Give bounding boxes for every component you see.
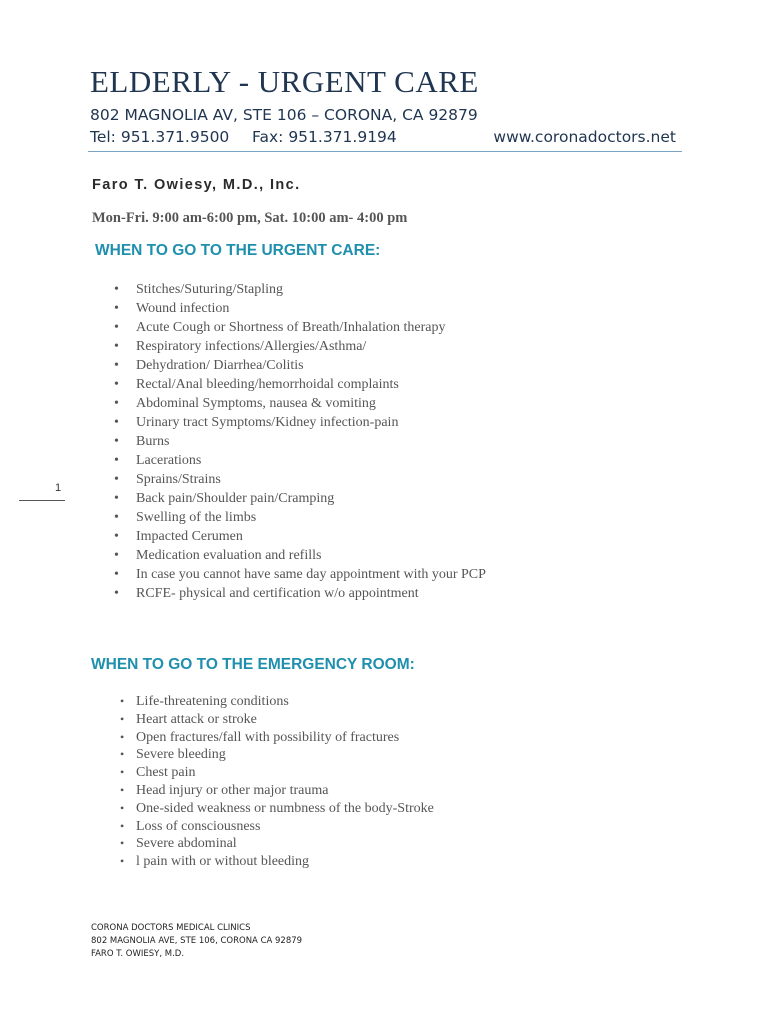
- list-item-text: Life-threatening conditions: [136, 694, 289, 709]
- fax-number: Fax: 951.371.9194: [252, 128, 397, 146]
- list-item-text: Open fractures/fall with possibility of fractures: [136, 729, 400, 745]
- list-item: [114, 318, 486, 337]
- margin-divider: [19, 500, 65, 501]
- list-item-text: Head injury or other major trauma: [136, 782, 329, 798]
- list-item: [114, 337, 486, 356]
- list-item-text: Back pain/Shoulder pain/Cramping: [136, 491, 335, 506]
- list-item: [120, 782, 434, 800]
- list-item: [114, 584, 486, 603]
- office-hours: Mon-Fri. 9:00 am-6:00 pm, Sat. 10:00 am- 4:00 pm: [92, 210, 408, 226]
- bullet-icon: •: [114, 339, 119, 354]
- footer: [91, 922, 302, 961]
- bullet-icon: •: [114, 510, 119, 525]
- bullet-icon: •: [114, 567, 119, 582]
- footer-address: 802 MAGNOLIA AVE, STE 106, CORONA CA 92879: [91, 936, 303, 946]
- clinic-address: 802 MAGNOLIA AV, STE 106 – CORONA, CA 92879: [90, 106, 478, 124]
- list-item-text: Medication evaluation and refills: [136, 548, 322, 563]
- bullet-icon: •: [114, 320, 119, 335]
- list-item: [114, 280, 486, 299]
- list-item: [120, 729, 434, 747]
- list-item-text: Abdominal Symptoms, nausea & vomiting: [136, 396, 376, 411]
- list-item: [114, 413, 486, 432]
- list-item: [114, 508, 486, 527]
- bullet-icon: •: [120, 729, 125, 744]
- list-item-text: In case you cannot have same day appointment with your PCP: [136, 567, 486, 582]
- list-item: [120, 853, 434, 871]
- list-item-text: l pain with or without bleeding: [136, 854, 310, 870]
- list-item-text: Impacted Cerumen: [136, 529, 243, 544]
- bullet-icon: •: [114, 358, 119, 373]
- website-link[interactable]: www.coronadoctors.net: [493, 128, 676, 146]
- list-item: [114, 546, 486, 565]
- bullet-icon: •: [114, 415, 119, 430]
- list-item-text: Loss of consciousness: [136, 818, 261, 834]
- list-item: [120, 800, 434, 818]
- bullet-icon: •: [114, 472, 119, 487]
- bullet-icon: •: [114, 529, 119, 544]
- list-item-text: Rectal/Anal bleeding/hemorrhoidal complaints: [136, 377, 399, 392]
- list-item-text: One-sided weakness or numbness of the body-Stroke: [136, 800, 434, 816]
- telephone-number: Tel: 951.371.9500: [90, 128, 230, 146]
- list-item-text: Burns: [136, 434, 170, 449]
- list-item-text: Swelling of the limbs: [136, 510, 257, 525]
- list-item: [114, 527, 486, 546]
- bullet-icon: •: [120, 747, 125, 762]
- footer-clinic-name: CORONA DOCTORS MEDICAL CLINICS: [91, 923, 251, 933]
- bullet-icon: •: [114, 282, 119, 297]
- list-item: [114, 375, 486, 394]
- bullet-icon: •: [114, 434, 119, 449]
- list-item-text: Urinary tract Symptoms/Kidney infection-pain: [136, 415, 399, 430]
- bullet-icon: •: [114, 548, 119, 563]
- list-item-text: Stitches/Suturing/Stapling: [136, 282, 284, 297]
- list-item-text: Respiratory infections/Allergies/Asthma/: [136, 339, 367, 354]
- list-item: [114, 394, 486, 413]
- bullet-icon: •: [114, 453, 119, 468]
- list-item: [114, 565, 486, 584]
- list-item-text: Heart attack or stroke: [136, 711, 257, 727]
- list-item-text: RCFE- physical and certification w/o appointment: [136, 586, 419, 601]
- list-item: [120, 693, 434, 711]
- bullet-icon: •: [120, 765, 125, 780]
- header-divider: [88, 151, 682, 152]
- list-item-text: Lacerations: [136, 453, 202, 468]
- bullet-icon: •: [114, 396, 119, 411]
- list-item-text: Sprains/Strains: [136, 472, 221, 487]
- bullet-icon: •: [120, 800, 125, 815]
- bullet-icon: •: [120, 836, 125, 851]
- urgent-care-heading: WHEN TO GO TO THE URGENT CARE:: [95, 242, 381, 259]
- bullet-icon: •: [114, 377, 119, 392]
- bullet-icon: •: [120, 694, 125, 708]
- page-number: 1: [55, 482, 62, 494]
- list-item: [114, 470, 486, 489]
- emergency-room-list: [120, 693, 434, 871]
- list-item: [120, 746, 434, 764]
- bullet-icon: •: [114, 301, 119, 316]
- list-item: [114, 489, 486, 508]
- list-item-text: Wound infection: [136, 301, 230, 316]
- list-item-text: Severe bleeding: [136, 747, 226, 763]
- list-item-text: Dehydration/ Diarrhea/Colitis: [136, 358, 304, 373]
- list-item: [120, 764, 434, 782]
- company-name: Faro T. Owiesy, M.D., Inc.: [92, 177, 301, 193]
- list-item: [114, 432, 486, 451]
- list-item: [114, 299, 486, 318]
- bullet-icon: •: [120, 711, 125, 726]
- bullet-icon: •: [120, 854, 125, 869]
- list-item-text: Chest pain: [136, 765, 196, 781]
- bullet-icon: •: [120, 818, 125, 833]
- list-item: [120, 711, 434, 729]
- bullet-icon: •: [114, 586, 119, 601]
- footer-doctor-name: FARO T. OWIESY, M.D.: [91, 949, 185, 959]
- list-item: [114, 451, 486, 470]
- bullet-icon: •: [114, 491, 119, 506]
- list-item: [120, 818, 434, 836]
- urgent-care-list: [114, 280, 486, 603]
- list-item-text: Acute Cough or Shortness of Breath/Inhalation therapy: [136, 320, 446, 335]
- list-item-text: Severe abdominal: [136, 836, 237, 852]
- document-title: ELDERLY - URGENT CARE: [90, 64, 479, 99]
- emergency-room-heading: WHEN TO GO TO THE EMERGENCY ROOM:: [91, 656, 415, 673]
- list-item: [120, 835, 434, 853]
- list-item: [114, 356, 486, 375]
- bullet-icon: •: [120, 782, 125, 797]
